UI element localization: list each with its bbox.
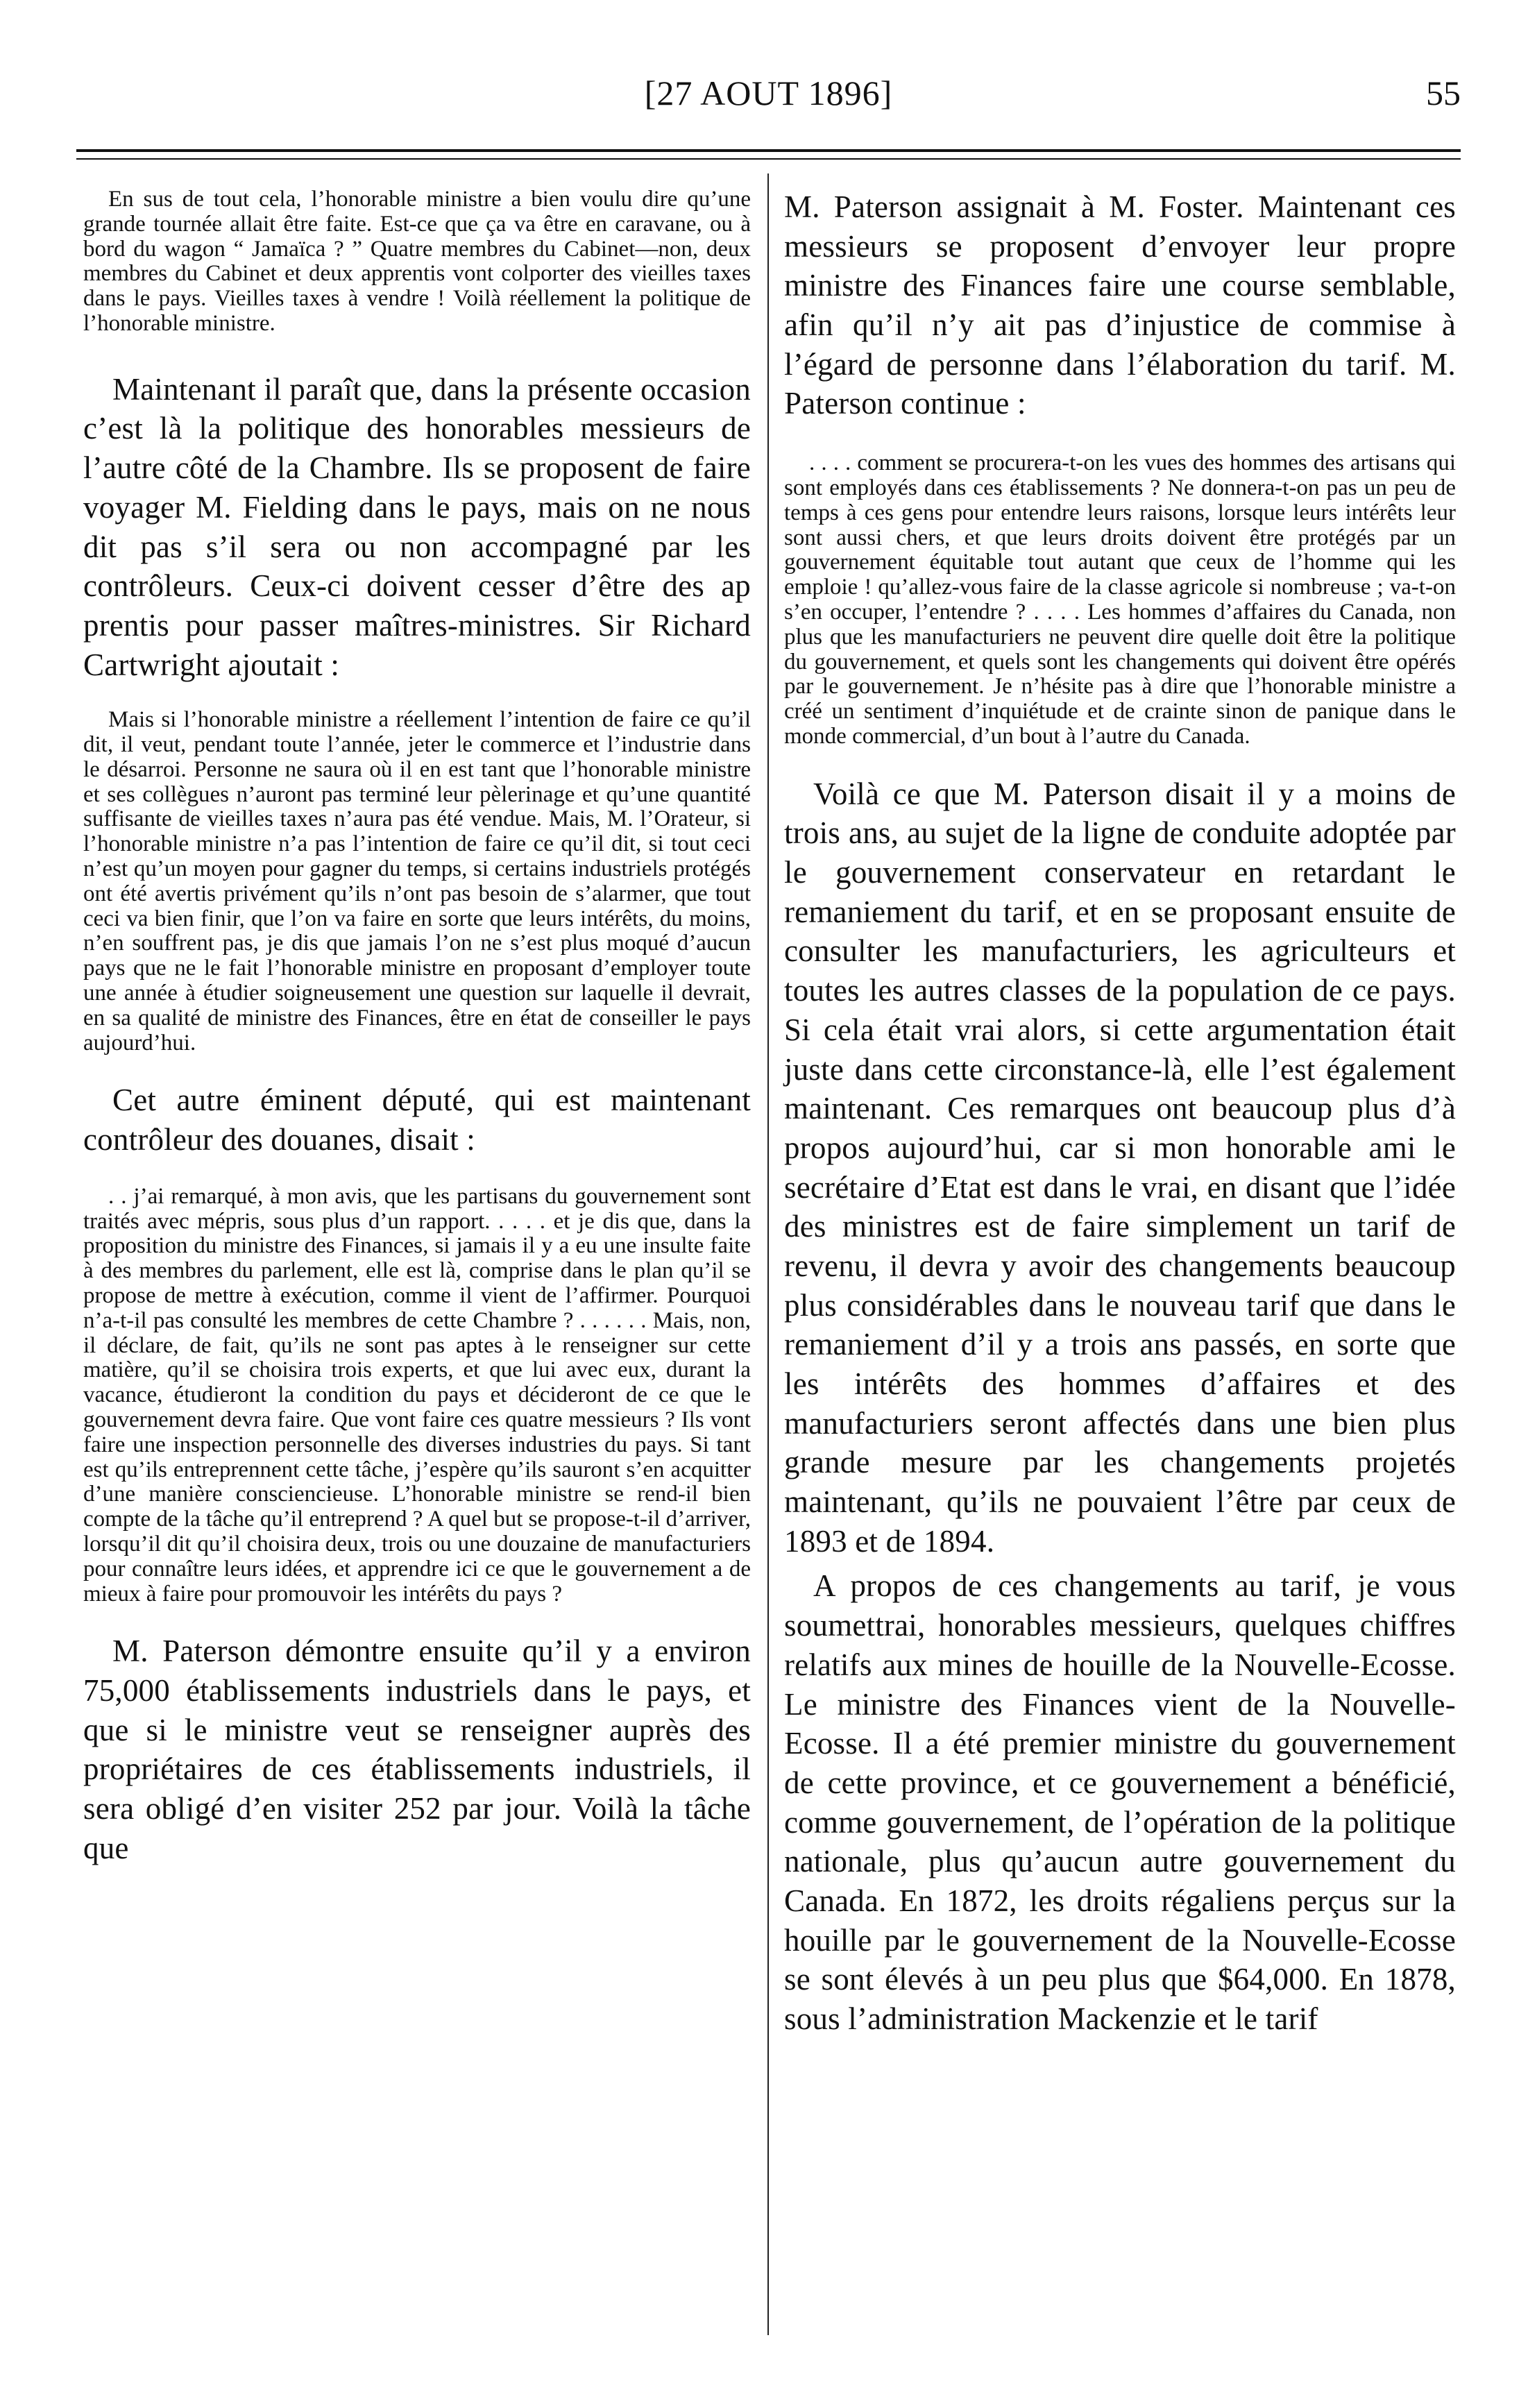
paragraph: Voilà ce que M. Paterson disait il y a moins de trois ans, au sujet de la ligne de conduite adoptée par le gouvernement conservateur en retardant le remaniement du tarif, et en se proposant ensuite de consulter les manufacturiers, les agriculteurs et toutes les autres classes de la population de ce pays. Si cela était vrai alors, si cette argumentation était juste dans cette circonstance-là, elle l’est également maintenant. Ces remarques ont beaucoup plus d’à propos aujourd’hui, car si mon honorable ami le secrétaire d’Etat est dans le vrai, en disant que l’idée des ministres est de faire simplement un tarif de revenu, il devra y avoir des changements beaucoup plus considérables dans le nouveau tarif que dans le remaniement d’il y a trois ans passés, en sorte que les intérêts des hommes d’affaires et des manufacturiers seront affectés dans une bien plus grande mesure par les changements projetés maintenant, qu’ils ne pouvaient l’être par ceux de 1893 et de 1894.	[784, 776, 1456, 1559]
header-rule-secondary	[76, 158, 1461, 160]
right-column	[784, 187, 1456, 2039]
paragraph: M. Paterson assignait à M. Foster. Maintenant ces messieurs se proposent d’envoyer leur propre ministre des Finances faire une course semblable, afin qu’il n’y ait pas d’injustice de commise à l’égard de personne dans l’élaboration du tarif. M. Paterson continue :	[784, 189, 1456, 421]
paragraph: Maintenant il paraît que, dans la présente occasion c’est là la politique des honorables messieurs de l’autre côté de la Chambre. Ils se proposent de faire voyager M. Fielding dans le pays, mais on ne nous dit pas s’il sera ou non accompagné par les contrôleurs. Ceux-ci doivent cesser d’être des ap prentis pour passer maîtres-ministres. Sir Richard Cartwright ajoutait :	[83, 371, 751, 682]
quotation: Mais si l’honorable ministre a réellement l’intention de faire ce qu’il dit, il veut, pendant toute l’année, jeter le commerce et l’industrie dans le désarroi. Personne ne saura où il en est tant que l’honorable ministre et ses collègues n’auront pas terminé leur pèlerinage et qu’une quantité suffisante de vieilles taxes n’aura pas été vendue. Mais, M. l’Orateur, si l’honorable ministre n’a pas l’intention de faire ce qu’il dit, si tout ceci n’est qu’un moyen pour gagner du temps, si certains industriels protégés ont été avertis privément qu’ils n’ont pas besoin de s’alarmer, que tout ceci va bien finir, que l’on va faire en sorte que leurs intérêts, du moins, n’en souffrent pas, je dis que jamais l’on ne s’est plus moqué d’aucun pays que ne le fait l’honorable ministre en proposant d’employer toute une année à étudier soigneusement une question sur laquelle il devrait, en sa qualité de ministre des Finances, être en état de conseiller le pays aujourd’hui.	[83, 707, 751, 1055]
paragraph: M. Paterson démontre ensuite qu’il y a environ 75,000 établissements industriels dans le pays, et que si le ministre veut se renseigner auprès des propriétaires de ces établissements industriels, il sera obligé d’en visiter 252 par jour. Voilà la tâche que	[83, 1634, 751, 1865]
paragraph: Cet autre éminent député, qui est maintenant contrôleur des douanes, disait :	[83, 1083, 751, 1158]
page-number: 55	[1426, 74, 1461, 112]
left-column	[83, 187, 751, 1867]
quotation: . . . . comment se procurera-t-on les vues des hommes des artisans qui sont employés dans ces établissements ? Ne donnera-t-on pas un peu de temps à ces gens pour entendre leurs raisons, lorsque leurs intérêts leur sont aussi chers, et que leurs droits doivent être protégés par un gouvernement équitable tout autant que ceux de l’homme qui les emploie ! qu’allez-vous faire de la classe agricole si nombreuse ; va-t-on s’en occuper, l’entendre ? . . . . Les hommes d’affaires du Canada, non plus que les manufacturiers ne peuvent dire quelle doit être la politique du gouvernement, et quels sont les changements qui doivent être opérés par le gouvernement. Je n’hésite pas à dire que l’honorable ministre a créé un sentiment d’inquiétude et de crainte sinon de panique dans le monde commercial, d’un bout à l’autre du Canada.	[784, 450, 1456, 749]
paragraph: A propos de ces changements au tarif, je vous soumettrai, honorables messieurs, quelques chiffres relatifs aux mines de houille de la Nouvelle-Ecosse. Le ministre des Finances vient de la Nouvelle-Ecosse. Il a été premier ministre du gouvernement de cette province, et ce gouvernement a bénéficié, comme gouvernement, de l’opération de la politique nationale, plus qu’aucun autre gouvernement du Canada. En 1872, les droits régaliens perçus sur la houille par le gouvernement de la Nouvelle-Ecosse se sont élevés à un peu plus que $64,000. En 1878, sous l’administration Mackenzie et le tarif	[784, 1568, 1456, 2036]
paragraph: En sus de tout cela, l’honorable ministre a bien voulu dire qu’une grande tournée allait être faite. Est-ce que ça va être en caravane, ou à bord du wagon “ Jamaïca ? ” Quatre membres du Cabinet—non, deux membres du Cabinet et deux apprentis vont colporter des vieilles taxes dans le pays. Vieilles taxes à vendre ! Voilà réellement la politique de l’honorable ministre.	[83, 187, 751, 336]
page-header	[76, 66, 1461, 128]
quotation: . . j’ai remarqué, à mon avis, que les partisans du gouvernement sont traités avec mépris, sous plus d’un rapport. . . . . et je dis que, dans la proposition du ministre des Finances, si jamais il y a eu une insulte faite à des membres du parlement, elle est là, comprise dans le plan qu’il se propose de mettre à exécution, comme il vient de l’affirmer. Pourquoi n’a-t-il pas consulté les membres de cette Chambre ? . . . . . . Mais, non, il déclare, de fait, qu’ils ne sont pas aptes à le renseigner sur cette matière, qu’il se choisira trois experts, et que lui avec eux, durant la vacance, étudieront la condition du pays et décideront de ce que le gouvernement devra faire. Que vont faire ces quatre messieurs ? Ils vont faire une inspection personnelle des diverses industries du pays. Si tant est qu’ils entreprennent cette tâche, j’espère qu’ils sauront s’en acquitter d’une manière consciencieuse. L’honorable ministre se rend-il bien compte de la tâche qu’il entreprend ? A quel but se propose-t-il d’arriver, lorsqu’il dit qu’il choisira deux, trois ou une douzaine de manufacturiers pour connaître leurs idées, et apprendre ici ce que le gouvernement a de mieux à faire pour promouvoir les intérêts du pays ?	[83, 1183, 751, 1606]
column-separator	[767, 173, 769, 2335]
header-date: [27 AOUT 1896]	[644, 74, 893, 112]
header-rule	[76, 149, 1461, 152]
